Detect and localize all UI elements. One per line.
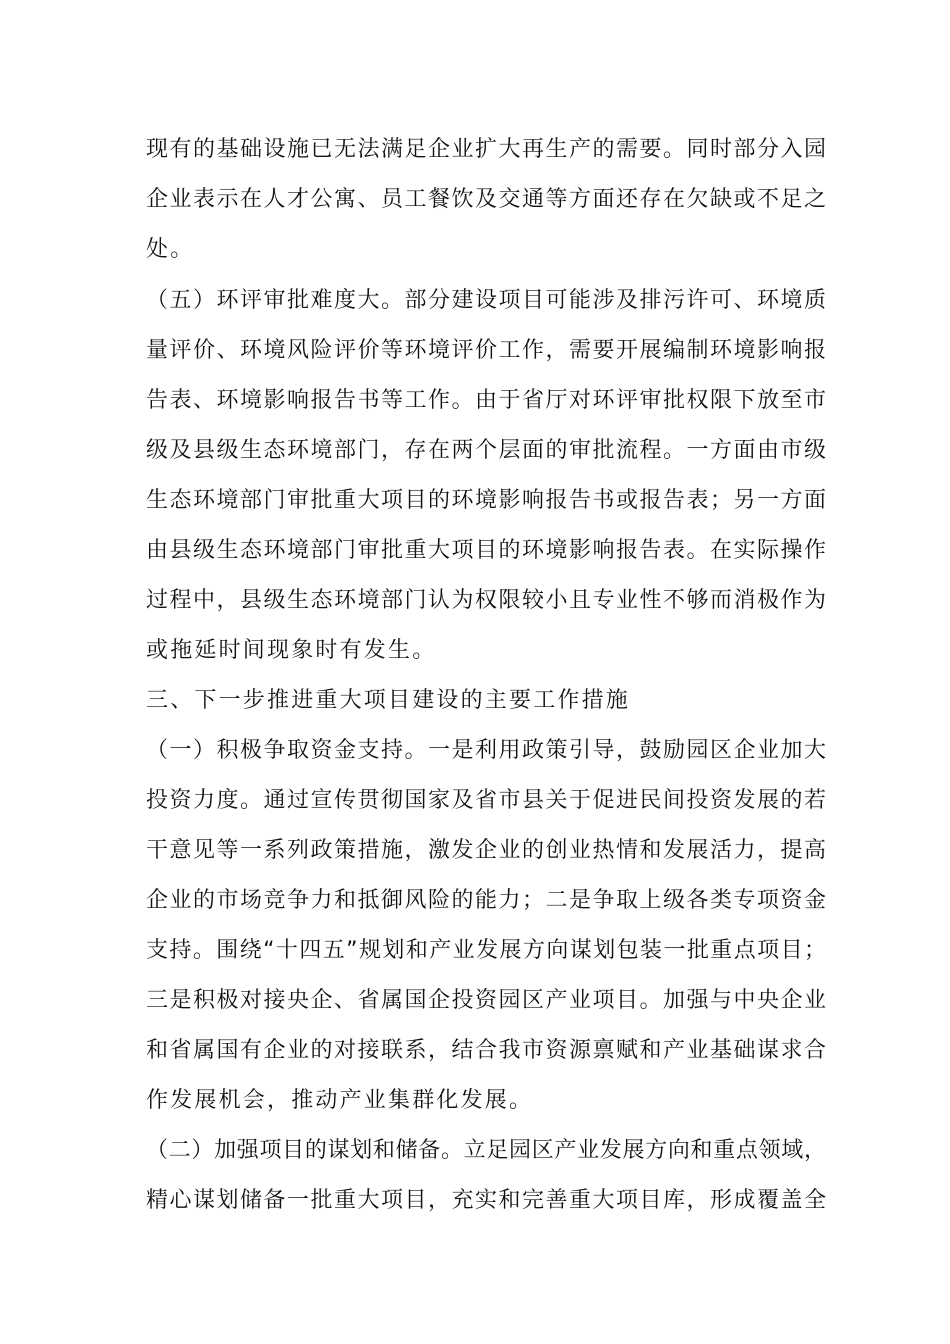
- text-line-5: 量评价、环境风险评价等环境评价工作，需要开展编制环境影响报: [146, 338, 826, 363]
- text-line-3: 处。: [146, 237, 195, 262]
- text-line-13: （一）积极争取资金支持。一是利用政策引导，鼓励园区企业加大: [146, 738, 826, 763]
- text-line-10: 过程中，县级生态环境部门认为权限较小且专业性不够而消极作为: [146, 588, 826, 613]
- text-line-2: 企业表示在人才公寓、员工餐饮及交通等方面还存在欠缺或不足之: [146, 187, 826, 212]
- section-heading: 三、下一步推进重大项目建设的主要工作措施: [146, 688, 631, 713]
- text-line-20: 作发展机会，推动产业集群化发展。: [146, 1088, 534, 1113]
- text-line-21: （二）加强项目的谋划和储备。立足园区产业发展方向和重点领域，: [146, 1138, 826, 1163]
- text-line-15: 干意见等一系列政策措施，激发企业的创业热情和发展活力，提高: [146, 838, 826, 863]
- text-line-8: 生态环境部门审批重大项目的环境影响报告书或报告表；另一方面: [146, 488, 826, 513]
- text-line-6: 告表、环境影响报告书等工作。由于省厅对环评审批权限下放至市: [146, 388, 826, 413]
- text-line-14: 投资力度。通过宣传贯彻国家及省市县关于促进民间投资发展的若: [146, 788, 826, 813]
- text-line-1: 现有的基础设施已无法满足企业扩大再生产的需要。同时部分入园: [146, 137, 826, 162]
- text-line-4: （五）环评审批难度大。部分建设项目可能涉及排污许可、环境质: [146, 288, 826, 313]
- text-line-18: 三是积极对接央企、省属国企投资园区产业项目。加强与中央企业: [146, 988, 826, 1013]
- text-line-19: 和省属国有企业的对接联系，结合我市资源禀赋和产业基础谋求合: [146, 1038, 826, 1063]
- text-line-7: 级及县级生态环境部门，存在两个层面的审批流程。一方面由市级: [146, 438, 826, 463]
- text-line-22: 精心谋划储备一批重大项目，充实和完善重大项目库，形成覆盖全: [146, 1188, 826, 1213]
- text-line-11: 或拖延时间现象时有发生。: [146, 638, 437, 663]
- text-line-16: 企业的市场竞争力和抵御风险的能力；二是争取上级各类专项资金: [146, 888, 826, 913]
- text-line-17: 支持。围绕“十四五”规划和产业发展方向谋划包装一批重点项目；: [146, 938, 826, 963]
- text-line-9: 由县级生态环境部门审批重大项目的环境影响报告表。在实际操作: [146, 538, 826, 563]
